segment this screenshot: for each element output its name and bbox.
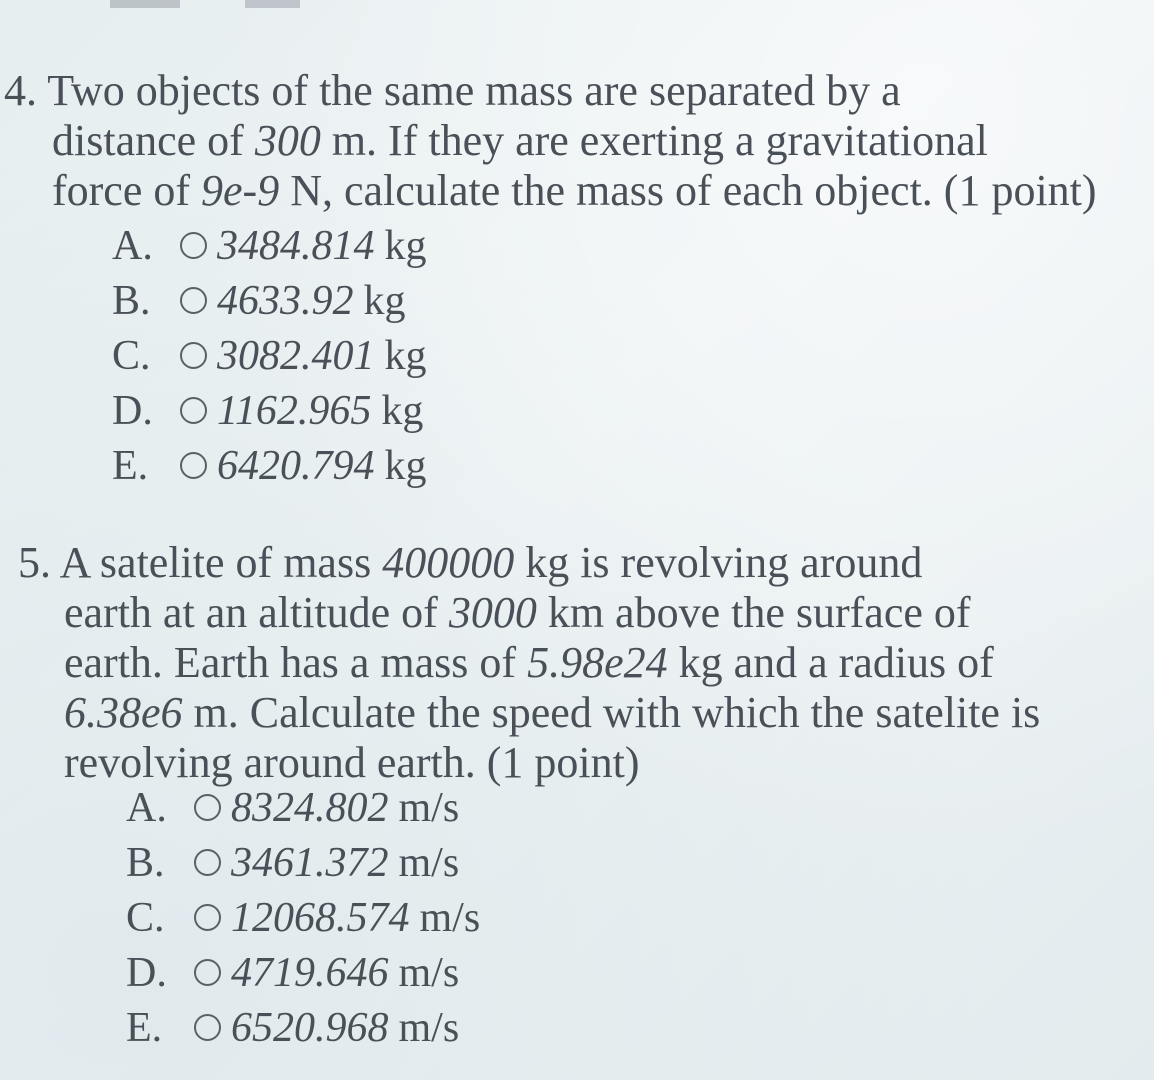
text-segment: distance of [52, 116, 255, 165]
answer-option-a[interactable] [126, 780, 480, 835]
question-line [4, 166, 1097, 216]
text-segment: earth at an altitude of [64, 588, 449, 637]
number-value: 400000 [382, 538, 515, 587]
answer-option-e[interactable] [112, 438, 427, 493]
radio-circle-icon[interactable] [194, 959, 221, 986]
number-value: 5.98e24 [527, 638, 668, 687]
answer-options [112, 218, 427, 493]
text-segment: revolving around earth. (1 point) [64, 738, 640, 787]
number-value: 6.38e6 [64, 688, 183, 737]
cropped-text-fragment [245, 0, 300, 8]
cropped-text-fragment [110, 0, 180, 8]
answer-option-a[interactable] [112, 218, 427, 273]
answer-option-d[interactable] [112, 383, 427, 438]
question-text [4, 66, 1097, 216]
option-unit: kg [384, 442, 427, 489]
answer-option-e[interactable] [126, 1000, 480, 1055]
option-unit: kg [384, 332, 427, 379]
option-value: 3484.814 [217, 222, 375, 269]
option-value: 6520.968 [231, 1004, 389, 1051]
radio-circle-icon[interactable] [194, 1014, 221, 1041]
number-value: 9e-9 [201, 166, 280, 215]
option-letter: C. [112, 332, 151, 379]
question-line [4, 116, 1097, 166]
option-value: 4719.646 [231, 949, 389, 996]
radio-circle-icon[interactable] [194, 794, 221, 821]
radio-circle-icon[interactable] [180, 287, 207, 314]
radio-circle-icon[interactable] [180, 342, 207, 369]
question-line [18, 638, 1040, 688]
answer-option-c[interactable] [126, 890, 480, 945]
option-unit: m/s [398, 949, 460, 996]
text-segment: m. Calculate the speed with which the satelite is [182, 688, 1041, 737]
option-unit: m/s [398, 784, 460, 831]
question-number: 4. [4, 66, 37, 115]
radio-circle-icon[interactable] [194, 904, 221, 931]
cropped-header-edge [0, 0, 1154, 14]
question-line [4, 66, 1097, 116]
question-line [18, 588, 1040, 638]
option-unit: m/s [398, 839, 460, 886]
radio-circle-icon[interactable] [180, 452, 207, 479]
answer-option-d[interactable] [126, 945, 480, 1000]
option-value: 8324.802 [231, 784, 389, 831]
answer-option-b[interactable] [126, 835, 480, 890]
text-segment: km above the surface of [536, 588, 971, 637]
question-4 [4, 66, 1097, 216]
answer-options [126, 780, 480, 1055]
answer-option-c[interactable] [112, 328, 427, 383]
text-segment: kg and a radius of [667, 638, 994, 687]
option-unit: kg [384, 222, 427, 269]
question-line [18, 688, 1040, 738]
option-letter: C. [126, 894, 165, 941]
option-value: 12068.574 [231, 894, 410, 941]
question-text [18, 538, 1040, 788]
text-segment: kg is revolving around [514, 538, 923, 587]
option-unit: kg [381, 387, 424, 434]
text-segment: force of [52, 166, 202, 215]
option-unit: kg [363, 277, 406, 324]
text-segment: Two objects of the same mass are separated by a [47, 66, 901, 115]
option-unit: m/s [398, 1004, 460, 1051]
option-letter: A. [126, 784, 167, 831]
option-value: 6420.794 [217, 442, 375, 489]
option-letter: B. [112, 277, 151, 324]
answer-option-b[interactable] [112, 273, 427, 328]
radio-circle-icon[interactable] [180, 232, 207, 259]
radio-circle-icon[interactable] [180, 397, 207, 424]
option-letter: D. [112, 387, 153, 434]
option-value: 4633.92 [217, 277, 354, 324]
option-value: 3461.372 [231, 839, 389, 886]
option-letter: E. [112, 442, 149, 489]
option-value: 3082.401 [217, 332, 375, 379]
option-value: 1162.965 [217, 387, 372, 434]
text-segment: earth. Earth has a mass of [64, 638, 528, 687]
question-5 [18, 538, 1040, 788]
option-letter: E. [126, 1004, 163, 1051]
option-letter: D. [126, 949, 167, 996]
option-letter: B. [126, 839, 165, 886]
number-value: 300 [254, 116, 321, 165]
text-segment: N, calculate the mass of each object. (1 point) [279, 166, 1097, 215]
number-value: 3000 [448, 588, 537, 637]
question-line [18, 538, 1040, 588]
question-number: 5. [18, 538, 51, 587]
option-letter: A. [112, 222, 153, 269]
radio-circle-icon[interactable] [194, 849, 221, 876]
text-segment: m. If they are exerting a gravitational [320, 116, 988, 165]
option-unit: m/s [419, 894, 481, 941]
text-segment: A satelite of mass [59, 538, 383, 587]
